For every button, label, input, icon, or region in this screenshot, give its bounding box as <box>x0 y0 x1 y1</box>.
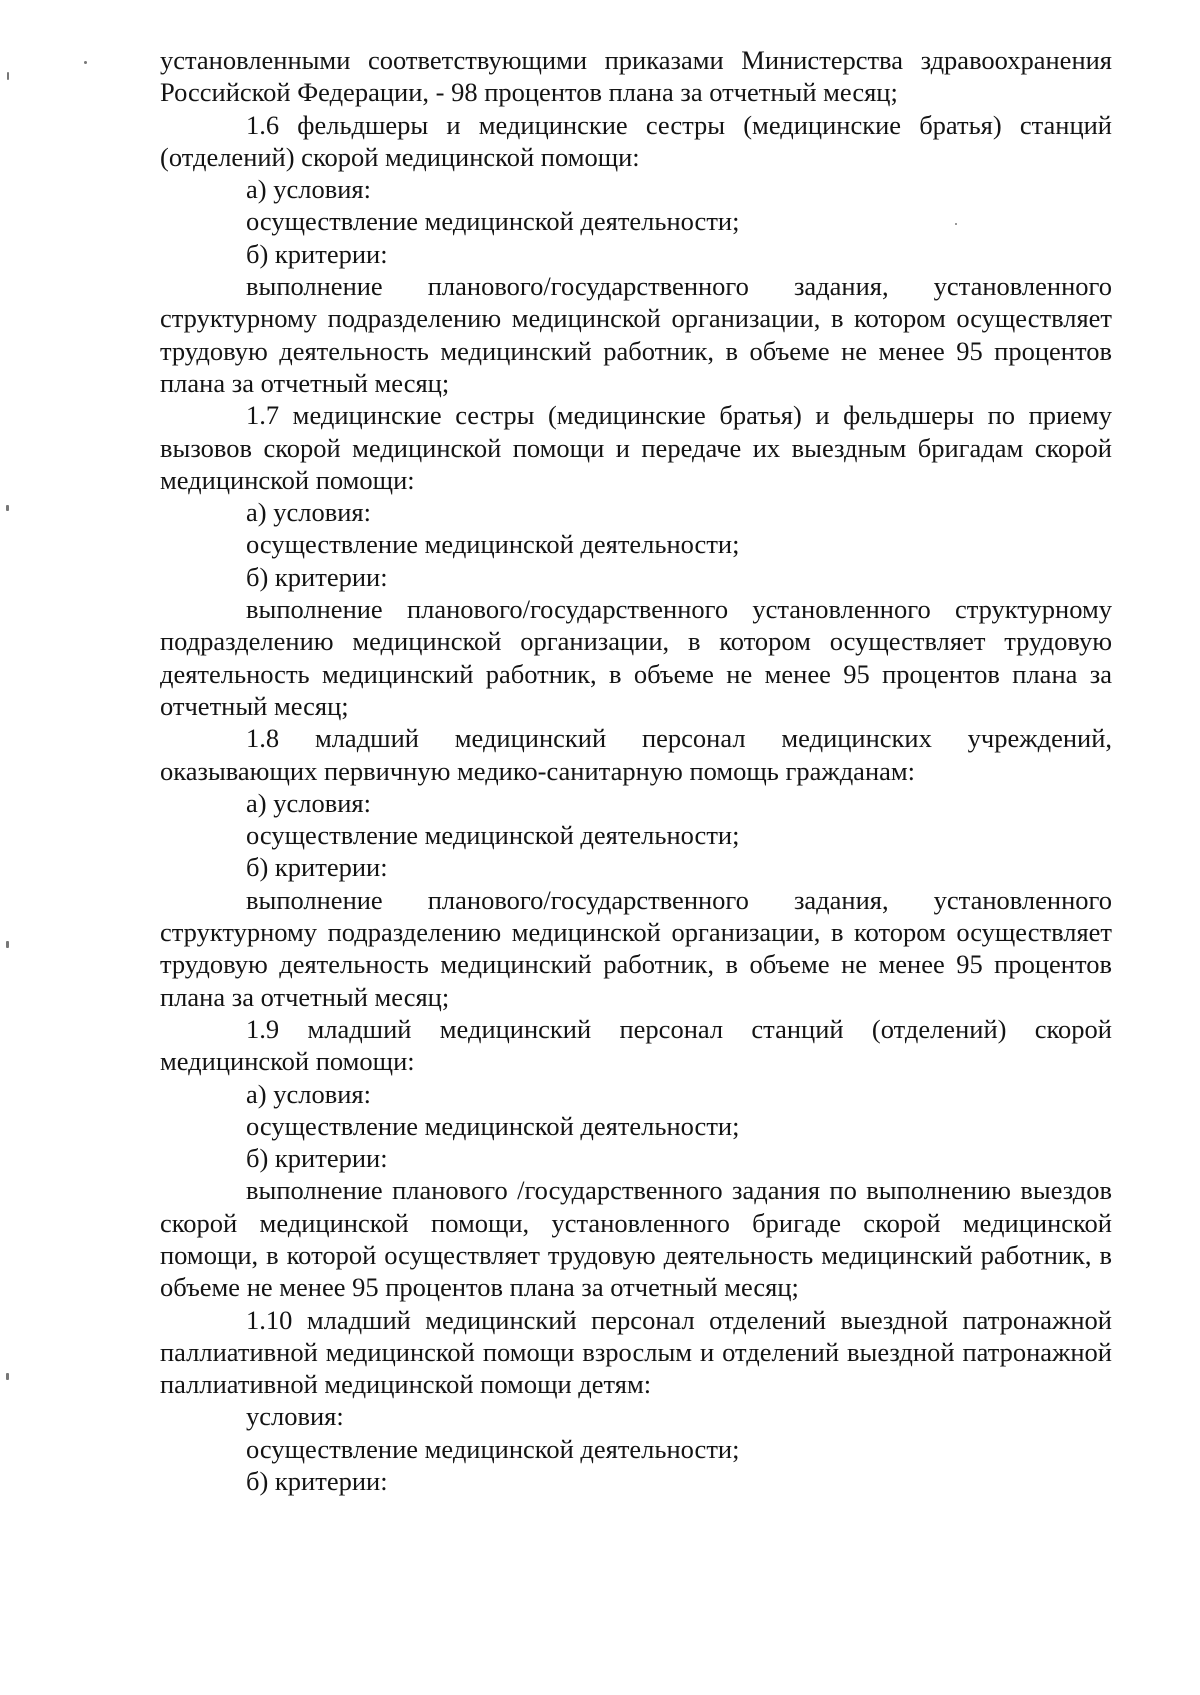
scan-speck <box>6 505 9 511</box>
paragraph-item-1-10: 1.10 младший медицинский персонал отделений выездной патронажной паллиативной медицинской помощи взрослым и отделений выездной патронажной паллиативной медицинской помощи детям: <box>160 1304 1112 1400</box>
conditions-heading: а) условия: <box>246 174 371 205</box>
conditions-text: осуществление медицинской деятельности; <box>246 1433 740 1464</box>
criteria-text: выполнение планового/государственного задания, установленного структурному подразделению медицинской организации, в котором осуществляет трудовую деятельность медицинский работник, в объеме не менее 95 процентов плана за отчетный месяц; <box>160 271 1112 398</box>
criteria-heading: б) критерии: <box>246 852 388 883</box>
criteria-text: выполнение планового/государственного задания, установленного структурному подразделению медицинской организации, в котором осуществляет трудовую деятельность медицинский работник, в объеме не менее 95 процентов плана за отчетный месяц; <box>160 884 1112 1012</box>
criteria-heading: б) критерии: <box>246 561 388 592</box>
criteria-text: выполнение планового /государственного задания по выполнению выездов скорой медицинской помощи, установленного бригаде скорой медицинской помощи, в которой осуществляет трудовую деятельность медицинский работник, в объеме не менее 95 процентов плана за отчетный месяц; <box>160 1175 1112 1303</box>
conditions-heading: а) условия: <box>246 787 371 818</box>
criteria-text: выполнение планового/государственного установленного структурному подразделению медицинской организации, в котором осуществляет трудовую деятельность медицинский работник, в объеме не менее 95 процентов плана за отчетный месяц; <box>160 594 1112 721</box>
conditions-heading: условия: <box>246 1401 344 1432</box>
conditions-text: осуществление медицинской деятельности; <box>246 529 740 560</box>
scan-speck <box>6 1373 9 1380</box>
paragraph-item-1-7: 1.7 медицинские сестры (медицинские братья) и фельдшеры по приему вызовов скорой медицинской помощи и передаче их выездным бригадам скорой медицинской помощи: <box>160 400 1112 495</box>
conditions-text: осуществление медицинской деятельности; <box>246 206 740 237</box>
scan-speck <box>7 72 9 80</box>
conditions-text: осуществление медицинской деятельности; <box>246 820 740 851</box>
scan-speck <box>84 61 87 64</box>
paragraph-item-1-8: 1.8 младший медицинский персонал медицинских учреждений, оказывающих первичную медико-санитарную помощь гражданам: <box>160 723 1112 786</box>
conditions-heading: а) условия: <box>246 1078 371 1109</box>
paragraph-item-1-6: 1.6 фельдшеры и медицинские сестры (медицинские братья) станций (отделений) скорой медицинской помощи: <box>160 109 1112 172</box>
criteria-heading: б) критерии: <box>246 1143 388 1174</box>
conditions-heading: а) условия: <box>246 497 371 528</box>
conditions-text: осуществление медицинской деятельности; <box>246 1110 740 1141</box>
paragraph-item-1-9: 1.9 младший медицинский персонал станций (отделений) скорой медицинской помощи: <box>160 1013 1112 1077</box>
criteria-heading: б) критерии: <box>246 238 388 269</box>
scan-speck <box>6 941 9 948</box>
paragraph-continuation: установленными соответствующими приказами Министерства здравоохранения Российской Федерации, - 98 процентов плана за отчетный месяц; <box>160 45 1112 108</box>
document-body <box>160 44 1112 1497</box>
criteria-heading: б) критерии: <box>246 1466 388 1497</box>
